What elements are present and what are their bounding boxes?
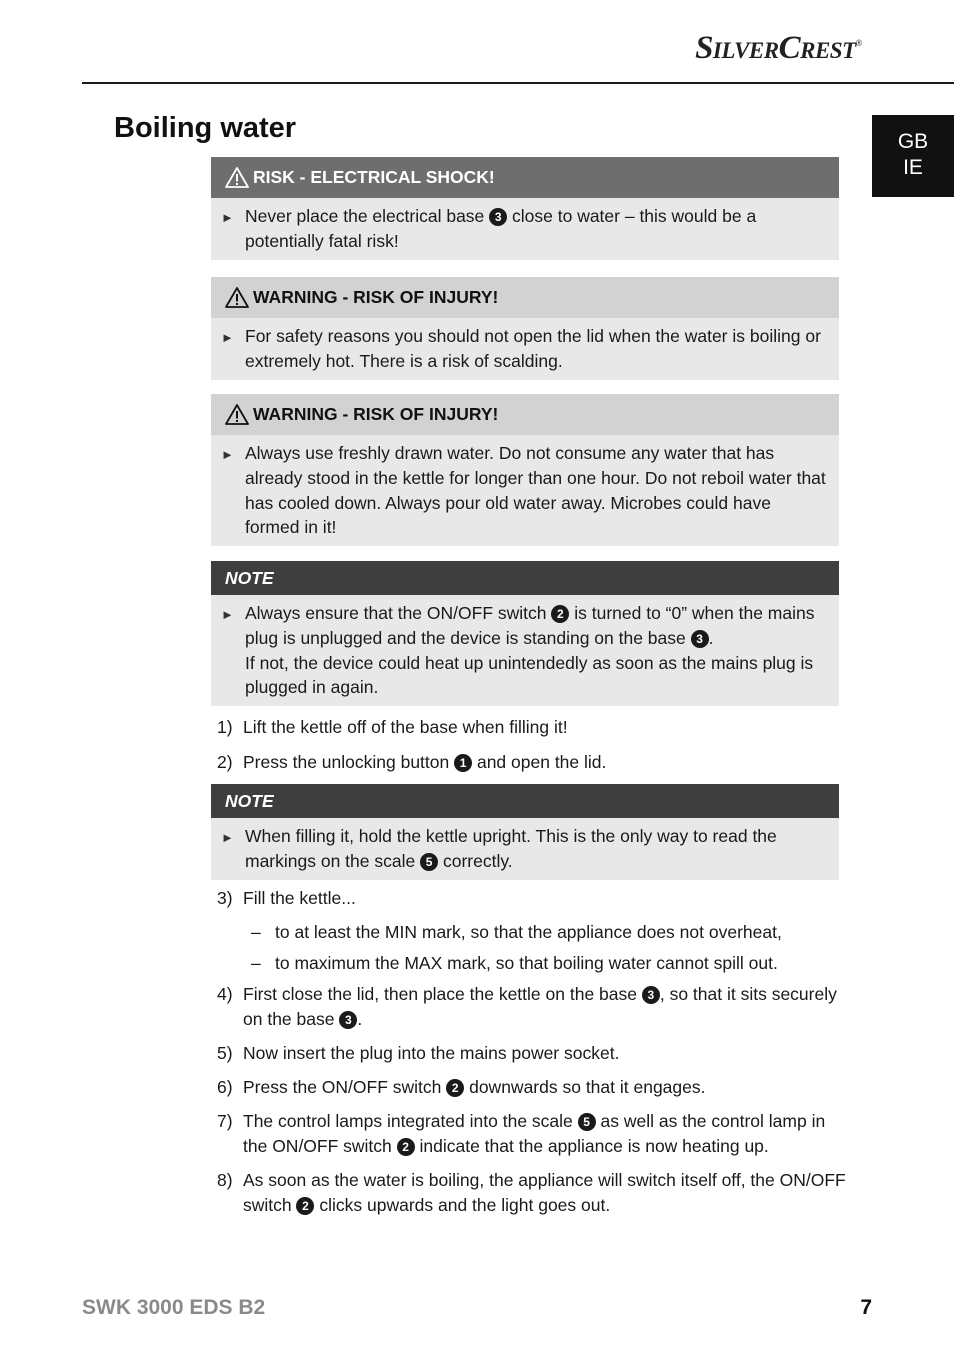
- step-6: [217, 1075, 847, 1100]
- step-text: Fill the kettle...: [243, 888, 356, 908]
- callout-number: 2: [551, 605, 569, 623]
- triangle-bullet-icon: ►: [221, 210, 234, 225]
- subitem-text: to maximum the MAX mark, so that boiling water cannot spill out.: [275, 953, 778, 973]
- warning-box-text: For safety reasons you should not open the lid when the water is boiling or extremely hot. There is a risk of scalding.: [245, 326, 821, 371]
- step-text: Now insert the plug into the mains power socket.: [243, 1043, 620, 1063]
- step-5: [217, 1041, 847, 1066]
- note-box-body: [211, 595, 839, 706]
- callout-number: 2: [446, 1079, 464, 1097]
- step-3: [217, 886, 847, 911]
- step-number: 7): [217, 1111, 233, 1131]
- brand-logo-part-b: Crest: [778, 30, 856, 66]
- step-text-part: As soon as the water is boiling, the appliance will switch itself off, the ON/OFF switch: [243, 1170, 846, 1215]
- warning-triangle-icon: [225, 287, 249, 308]
- callout-number: 3: [642, 986, 660, 1004]
- step-3-subitem-1: [251, 920, 841, 945]
- triangle-bullet-icon: ►: [221, 830, 234, 845]
- risk-box-heading-text: RISK - ELECTRICAL SHOCK!: [253, 167, 495, 187]
- risk-box-body: [211, 198, 839, 260]
- note-box-heading: NOTE: [211, 784, 839, 818]
- warning-box-heading-text: WARNING - RISK OF INJURY!: [253, 287, 499, 307]
- warning-box-body: [211, 435, 839, 546]
- risk-box-text: [245, 204, 829, 254]
- step-text-part: and open the lid.: [472, 752, 607, 772]
- brand-logo: [695, 30, 862, 67]
- warning-box-body: [211, 318, 839, 380]
- triangle-bullet-icon: ►: [221, 330, 234, 345]
- language-code-ie: IE: [903, 156, 923, 179]
- risk-electrical-shock-box: [211, 157, 839, 260]
- dash-bullet: –: [251, 922, 261, 942]
- step-7: [217, 1109, 847, 1159]
- note-box-2: [211, 784, 839, 880]
- step-text-part: .: [357, 1008, 363, 1029]
- callout-number: 3: [489, 208, 507, 226]
- step-number: 2): [217, 752, 233, 772]
- callout-number: 5: [578, 1113, 596, 1131]
- warning-injury-box-1: [211, 277, 839, 380]
- step-number: 1): [217, 717, 233, 737]
- callout-number: 5: [420, 853, 438, 871]
- step-number: 4): [217, 984, 233, 1004]
- callout-number: 1: [454, 754, 472, 772]
- note-box-text: [245, 601, 829, 651]
- subitem-text: to at least the MIN mark, so that the appliance does not overheat,: [275, 922, 782, 942]
- step-text-part: The control lamps integrated into the scale: [243, 1111, 578, 1131]
- note-box-text-2: If not, the device could heat up unintendedly as soon as the mains plug is plugged in again.: [245, 652, 814, 698]
- step-number: 6): [217, 1077, 233, 1097]
- step-8: [217, 1168, 847, 1218]
- step-text-part: as well as the control lamp in the ON/OFF switch: [243, 1111, 826, 1156]
- language-tab: [872, 115, 954, 197]
- step-text-part: downwards so that it engages.: [464, 1077, 706, 1097]
- note-box-heading: NOTE: [211, 561, 839, 595]
- step-text-part: clicks upwards and the light goes out.: [314, 1194, 611, 1215]
- step-2: [217, 750, 847, 775]
- dash-bullet: –: [251, 953, 261, 973]
- callout-number: 3: [691, 630, 709, 648]
- warning-box-heading-text: WARNING - RISK OF INJURY!: [253, 404, 499, 424]
- risk-box-heading: [211, 157, 839, 198]
- note-text-part: .: [708, 627, 714, 648]
- warning-triangle-icon: [225, 167, 249, 188]
- note-text-part: correctly.: [438, 850, 513, 871]
- header-rule: [82, 82, 954, 84]
- step-text-part: , so that it sits securely on the base: [243, 984, 837, 1029]
- step-text-part: Press the ON/OFF switch: [243, 1077, 447, 1097]
- triangle-bullet-icon: ►: [221, 447, 234, 462]
- brand-logo-part-a: Silver: [695, 30, 779, 66]
- footer-model-number: SWK 3000 EDS B2: [82, 1296, 266, 1319]
- page-number: 7: [860, 1296, 872, 1319]
- step-text-part: indicate that the appliance is now heating up.: [414, 1135, 769, 1156]
- callout-number: 2: [296, 1197, 314, 1215]
- step-number: 8): [217, 1170, 233, 1190]
- warning-triangle-icon: [225, 404, 249, 425]
- language-code-gb: GB: [897, 130, 929, 153]
- warning-box-text: Always use freshly drawn water. Do not consume any water that has already stood in the kettle for longer than one hour. Do not reboil water that has cooled down. Always pour old water away. Microbes could have formed in it!: [245, 443, 826, 538]
- triangle-bullet-icon: ►: [221, 607, 234, 622]
- risk-text-part: close to water – this would be a potentially fatal risk!: [245, 206, 757, 251]
- step-number: 5): [217, 1043, 233, 1063]
- note-text-part: Always ensure that the ON/OFF switch: [245, 603, 552, 623]
- risk-text-part: Never place the electrical base: [245, 206, 490, 226]
- note-box-1: [211, 561, 839, 706]
- step-text: Lift the kettle off of the base when filling it!: [243, 717, 568, 737]
- note-box-body: [211, 818, 839, 880]
- step-3-subitem-2: [251, 951, 841, 976]
- step-4: [217, 982, 847, 1032]
- warning-box-heading: [211, 277, 839, 318]
- brand-registered-mark: ®: [855, 38, 862, 48]
- note-box-text: [245, 824, 829, 874]
- warning-box-heading: [211, 394, 839, 435]
- note-text-part: is turned to “0” when the mains plug is unplugged and the device is standing on the base: [245, 603, 815, 648]
- step-text-part: First close the lid, then place the kettle on the base: [243, 984, 642, 1004]
- step-text-part: Press the unlocking button: [243, 752, 455, 772]
- step-1: [217, 715, 847, 740]
- note-text-part: When filling it, hold the kettle upright. This is the only way to read the markings on the scale: [245, 826, 777, 871]
- warning-injury-box-2: [211, 394, 839, 546]
- callout-number: 2: [397, 1138, 415, 1156]
- callout-number: 3: [339, 1011, 357, 1029]
- page-title: Boiling water: [114, 112, 297, 144]
- step-number: 3): [217, 888, 233, 908]
